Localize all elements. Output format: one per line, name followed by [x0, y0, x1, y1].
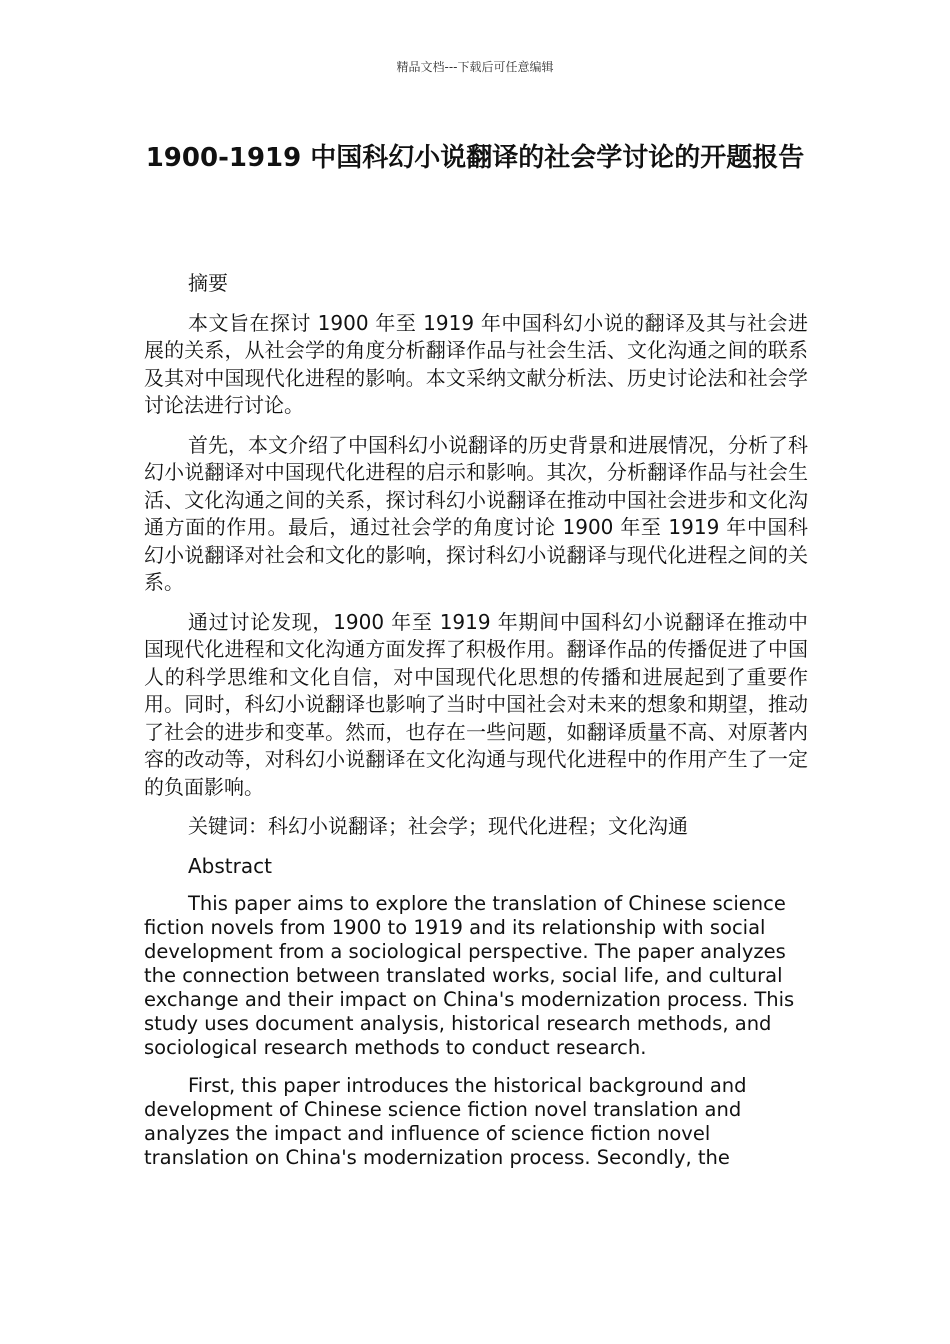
- header-note: 精品文档---下载后可任意编辑: [396, 60, 554, 74]
- keywords-line: 关键词：科幻小说翻译；社会学；现代化进程；文化沟通: [188, 814, 688, 838]
- document-body: [144, 270, 808, 1184]
- paragraph-en-1: This paper aims to explore the translation of Chinese science fiction novels from 1900 to 1919 and its relationship with social development from a sociological perspective. The paper analyzes the connection between translated works, social life, and cultural exchange and their impact on China's modernization process. This study uses document analysis, historical research methods, and sociological research methods to conduct research.: [144, 892, 795, 1059]
- document-title: 1900-1919 中国科幻小说翻译的社会学讨论的开题报告: [145, 143, 805, 173]
- abstract-heading-en: Abstract: [188, 853, 272, 878]
- paragraph-cn-1: 本文旨在探讨 1900 年至 1919 年中国科幻小说的翻译及其与社会进展的关系，从社会学的角度分析翻译作品与社会生活、文化沟通之间的联系及其对中国现代化进程的影响。本文采纳文献分析法、历史讨论法和社会学讨论法进行讨论。: [144, 310, 808, 417]
- paragraph-cn-3: 通过讨论发现，1900 年至 1919 年期间中国科幻小说翻译在推动中国现代化进程和文化沟通方面发挥了积极作用。翻译作品的传播促进了中国人的科学思维和文化自信，对中国现代化思想的传播和进展起到了重要作用。同时，科幻小说翻译也影响了当时中国社会对未来的想象和期望，推动了社会的进步和变革。然而，也存在一些问题，如翻译质量不高、对原著内容的改动等，对科幻小说翻译在文化沟通与现代化进程中的作用产生了一定的负面影响。: [144, 609, 808, 799]
- paragraph-cn-2: 首先，本文介绍了中国科幻小说翻译的历史背景和进展情况，分析了科幻小说翻译对中国现代化进程的启示和影响。其次，分析翻译作品与社会生活、文化沟通之间的关系，探讨科幻小说翻译在推动中国社会进步和文化沟通方面的作用。最后，通过社会学的角度讨论 1900 年至 1919 年中国科幻小说翻译对社会和文化的影响，探讨科幻小说翻译与现代化进程之间的关系。: [144, 432, 808, 594]
- paragraph-en-2: First, this paper introduces the historical background and development of Chinese science fiction novel translation and analyzes the impact and influence of science fiction novel translation on China's modernization process. Secondly, the: [144, 1074, 747, 1169]
- abstract-heading-cn: 摘要: [188, 271, 228, 295]
